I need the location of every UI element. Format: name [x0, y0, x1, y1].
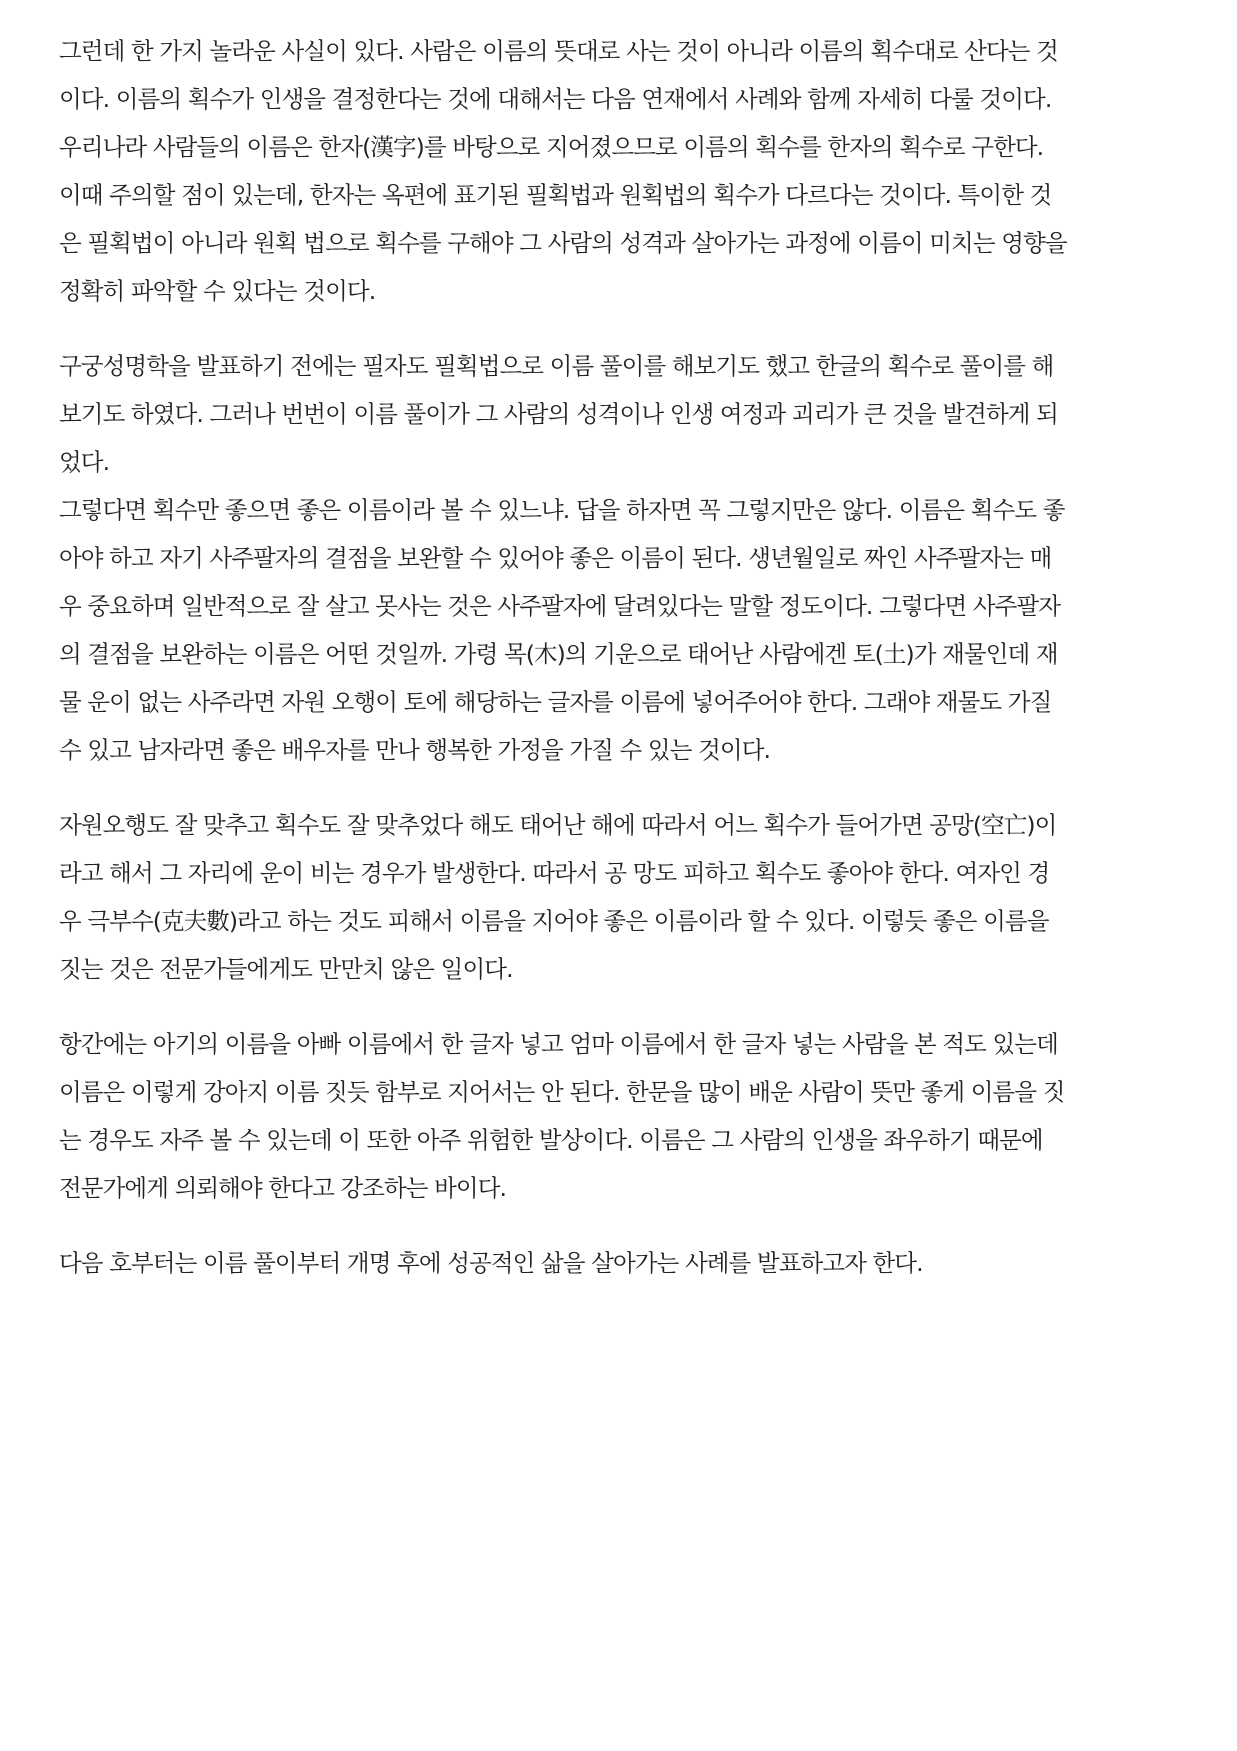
text-line: 아야 하고 자기 사주팔자의 결점을 보완할 수 있어야 좋은 이름이 된다. 생년월일로 짜인 사주팔자는 매: [59, 544, 1052, 572]
text-line: 이때 주의할 점이 있는데, 한자는 옥편에 표기된 필획법과 원획법의 획수가 다르다는 것이다. 특이한 것: [59, 181, 1052, 209]
text-line: 우 중요하며 일반적으로 잘 살고 못사는 것은 사주팔자에 달려있다는 말할 정도이다. 그렇다면 사주팔자: [59, 592, 1061, 620]
text-line: 우 극부수(克夫數)라고 하는 것도 피해서 이름을 지어야 좋은 이름이라 할 수 있다. 이렇듯 좋은 이름을: [59, 907, 1049, 935]
text-line: 보기도 하였다. 그러나 번번이 이름 풀이가 그 사람의 성격이나 인생 여정과 괴리가 큰 것을 발견하게 되: [59, 400, 1058, 428]
text-line: 전문가에게 의뢰해야 한다고 강조하는 바이다.: [59, 1174, 507, 1202]
paragraph-naming-caution: [59, 1020, 1179, 1212]
text-line: 물 운이 없는 사주라면 자원 오행이 토에 해당하는 글자를 이름에 넣어주어야 한다. 그래야 재물도 가질: [59, 688, 1052, 716]
text-line: 구궁성명학을 발표하기 전에는 필자도 필획법으로 이름 풀이를 해보기도 했고 한글의 획수로 풀이를 해: [59, 352, 1054, 380]
text-line: 의 결점을 보완하는 이름은 어떤 것일까. 가령 목(木)의 기운으로 태어난 사람에겐 토(土)가 재물인데 재: [59, 640, 1058, 668]
text-line: 이다. 이름의 획수가 인생을 결정한다는 것에 대해서는 다음 연재에서 사례와 함께 자세히 다룰 것이다.: [59, 85, 1052, 113]
paragraph-gugung: [59, 342, 1179, 486]
paragraph-next-issue: [59, 1239, 1179, 1287]
text-line: 정확히 파악할 수 있다는 것이다.: [59, 277, 376, 305]
text-line: 는 경우도 자주 볼 수 있는데 이 또한 아주 위험한 발상이다. 이름은 그 사람의 인생을 좌우하기 때문에: [59, 1126, 1043, 1154]
text-line: 라고 해서 그 자리에 운이 비는 경우가 발생한다. 따라서 공 망도 피하고 획수도 좋아야 한다. 여자인 경: [59, 859, 1050, 887]
text-line: 은 필획법이 아니라 원획 법으로 획수를 구해야 그 사람의 성격과 살아가는 과정에 이름이 미치는 영향을: [59, 229, 1067, 257]
text-line: 수 있고 남자라면 좋은 배우자를 만나 행복한 가정을 가질 수 있는 것이다.: [59, 736, 771, 764]
text-line: 우리나라 사람들의 이름은 한자(漢字)를 바탕으로 지어졌으므로 이름의 획수를 한자의 획수로 구한다.: [59, 133, 1044, 161]
article-body: [59, 27, 1179, 1314]
paragraph-gongmang: [59, 801, 1179, 993]
text-line: 항간에는 아기의 이름을 아빠 이름에서 한 글자 넣고 엄마 이름에서 한 글자 넣는 사람을 본 적도 있는데: [59, 1030, 1058, 1058]
text-line: 다음 호부터는 이름 풀이부터 개명 후에 성공적인 삶을 살아가는 사례를 발표하고자 한다.: [59, 1249, 923, 1277]
text-line: 그렇다면 획수만 좋으면 좋은 이름이라 볼 수 있느냐. 답을 하자면 꼭 그렇지만은 않다. 이름은 획수도 좋: [59, 496, 1065, 524]
paragraph-stroke-count: [59, 27, 1179, 315]
text-line: 이름은 이렇게 강아지 이름 짓듯 함부로 지어서는 안 된다. 한문을 많이 배운 사람이 뜻만 좋게 이름을 짓: [59, 1078, 1065, 1106]
text-line: 자원오행도 잘 맞추고 획수도 잘 맞추었다 해도 태어난 해에 따라서 어느 획수가 들어가면 공망(空亡)이: [59, 811, 1057, 839]
text-line: 그런데 한 가지 놀라운 사실이 있다. 사람은 이름의 뜻대로 사는 것이 아니라 이름의 획수대로 산다는 것: [59, 37, 1058, 65]
text-line: 었다.: [59, 448, 110, 476]
text-line: 짓는 것은 전문가들에게도 만만치 않은 일이다.: [59, 955, 513, 983]
paragraph-saju: [59, 486, 1179, 774]
